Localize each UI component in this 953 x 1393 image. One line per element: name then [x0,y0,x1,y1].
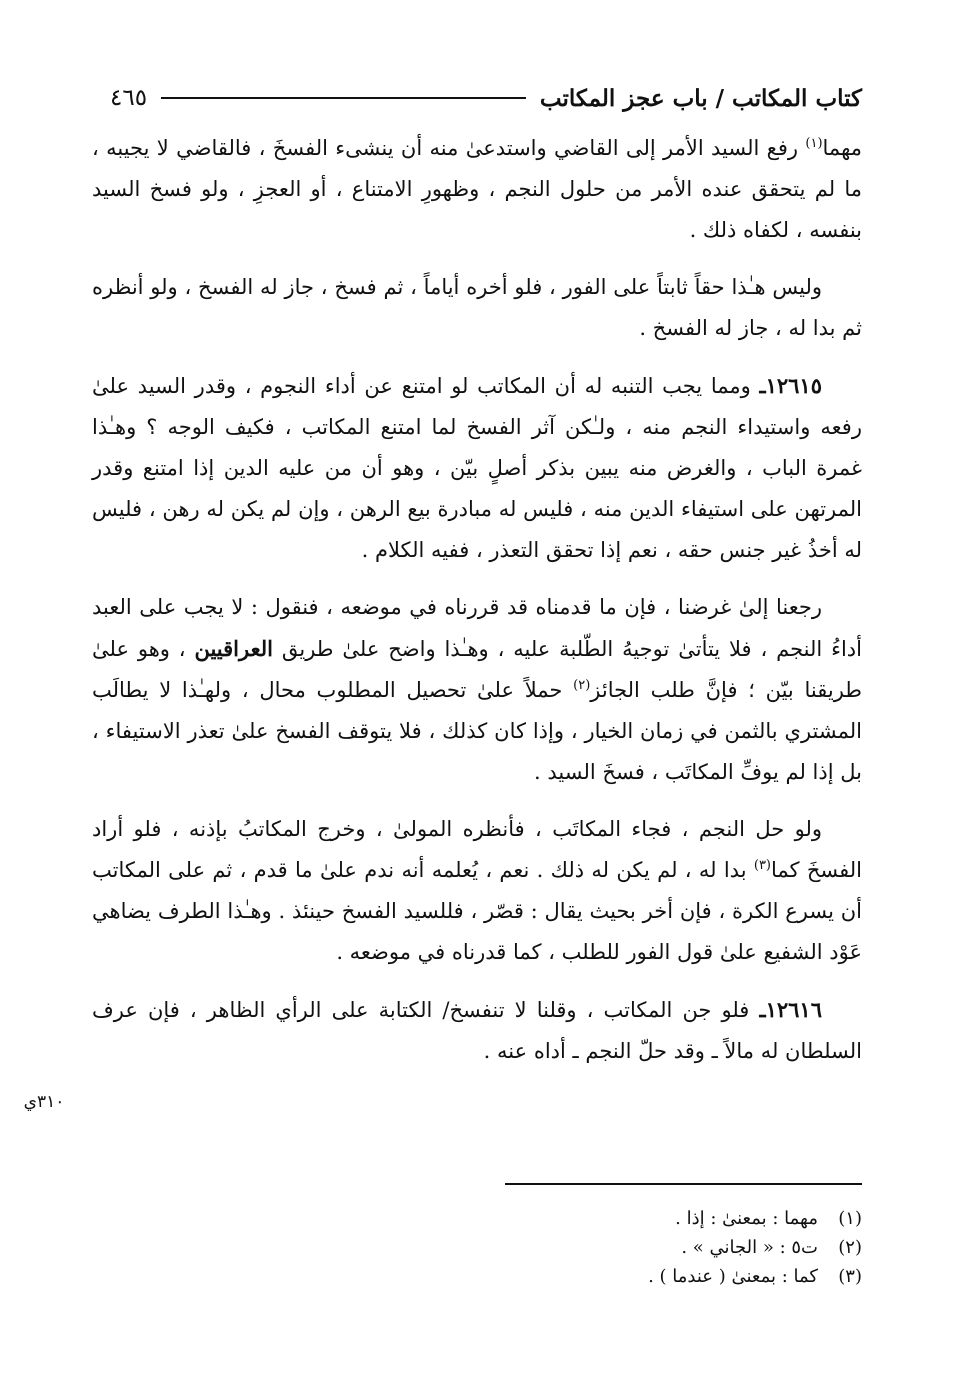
running-header [110,78,862,118]
footnotes [420,1204,862,1291]
header-title: كتاب المكاتب / باب عجز المكاتب [539,84,862,112]
footnote-1: (١) مهما : بمعنىٰ : إذا . [675,1208,862,1229]
main-text [92,128,862,1088]
paragraph-6: ١٢٦١٦ـ فلو جن المكاتب ، وقلنا لا تنفسخ/ الكتابة على الرأي الظاهر ، فإن عرف السلطان له مالاً ـ وقد حلّ النجم ـ أداه عنه . [92,997,862,1063]
paragraph-4: رجعنا إلىٰ غرضنا ، فإن ما قدمناه قد قررناه في موضعه ، فنقول : لا يجب على العبد أداءُ النجم ، فلا يتأتىٰ توجيهُ الطّلبة عليه ، وهـٰذا واضح علىٰ طريق العراقيين ، وهو علىٰ طريقنا بيّن ؛ فإنَّ طلب الجائز$^{(٢)}$ حملاً علىٰ تحصيل المطلوب محال ، ولهـٰذا لا يطالَب المشتري بالثمن في زمان الخيار ، وإذا كان كذلك ، فلا يتوقف الفسخ علىٰ تعذر الاستيفاء ، بل إذا لم يوفِّ المكاتَب ، فسخَ السيد . [92,595,862,784]
bold-term: العراقيين [194,636,273,661]
issue-number-12615: ١٢٦١٥ـ [759,373,822,398]
header-rule [161,97,526,99]
footnote-ref-1: (١) [805,136,823,151]
footnote-2: (٢) ت٥ : « الجاني » . [681,1237,862,1258]
footnote-3: (٣) كما : بمعنىٰ ( عندما ) . [648,1266,862,1287]
paragraph-1: مهما$^{(١)}$ رفع السيد الأمر إلى القاضي واستدعىٰ منه أن ينشىء الفسخَ ، فالقاضي لا يجيبه ، ما لم يتحقق عنده الأمر من حلول النجم ، وظهورِ الامتناع ، أو العجزِ ، ولو فسخ السيد بنفسه ، لكفاه ذلك . [92,136,862,242]
paragraph-2: وليس هـٰذا حقاً ثابتاً على الفور ، فلو أخره أياماً ، ثم فسخ ، جاز له الفسخ ، ولو أنظره ثم بدا له ، جاز له الفسخ . [92,275,862,340]
footnote-ref-2: (٢) [573,678,591,693]
footnote-ref-3: (٣) [753,858,771,873]
footnote-separator [505,1183,862,1185]
paragraph-3: ١٢٦١٥ـ ومما يجب التنبه له أن المكاتب لو امتنع عن أداء النجوم ، وقدر السيد علىٰ رفعه واستيداء النجم منه ، ولـٰكن آثر الفسخ لما امتنع المكاتب ، فكيف الوجه ؟ وهـٰذا غمرة الباب ، والغرض منه يبين بذكر أصلٍ بيّن ، وهو أن من عليه الدين إذا امتنع وقدر المرتهن على استيفاء الدين منه ، فليس له مبادرة بيع الرهن ، وإن لم يكن له رهن ، فليس له أخذُ غير جنس حقه ، نعم إذا تحقق التعذر ، ففيه الكلام . [92,373,862,562]
issue-number-12616: ١٢٦١٦ـ [759,997,822,1022]
page-number: ٤٦٥ [110,85,148,111]
paragraph-5: ولو حل النجم ، فجاء المكاتَب ، فأنظره المولىٰ ، وخرج المكاتبُ بإذنه ، فلو أراد الفسخَ كما$^{(٣)}$ بدا له ، لم يكن له ذلك . نعم ، يُعلمه أنه ندم علىٰ ما قدم ، ثم على المكاتب أن يسرع الكرة ، فإن أخر بحيث يقال : قصّر ، فللسيد الفسخ حينئذ . وهـٰذا الطرف يضاهي عَوْد الشفيع علىٰ قول الفور للطلب ، كما قدرناه في موضعه . [92,817,862,964]
margin-page-ref: ٣١٠ي [23,1092,65,1112]
